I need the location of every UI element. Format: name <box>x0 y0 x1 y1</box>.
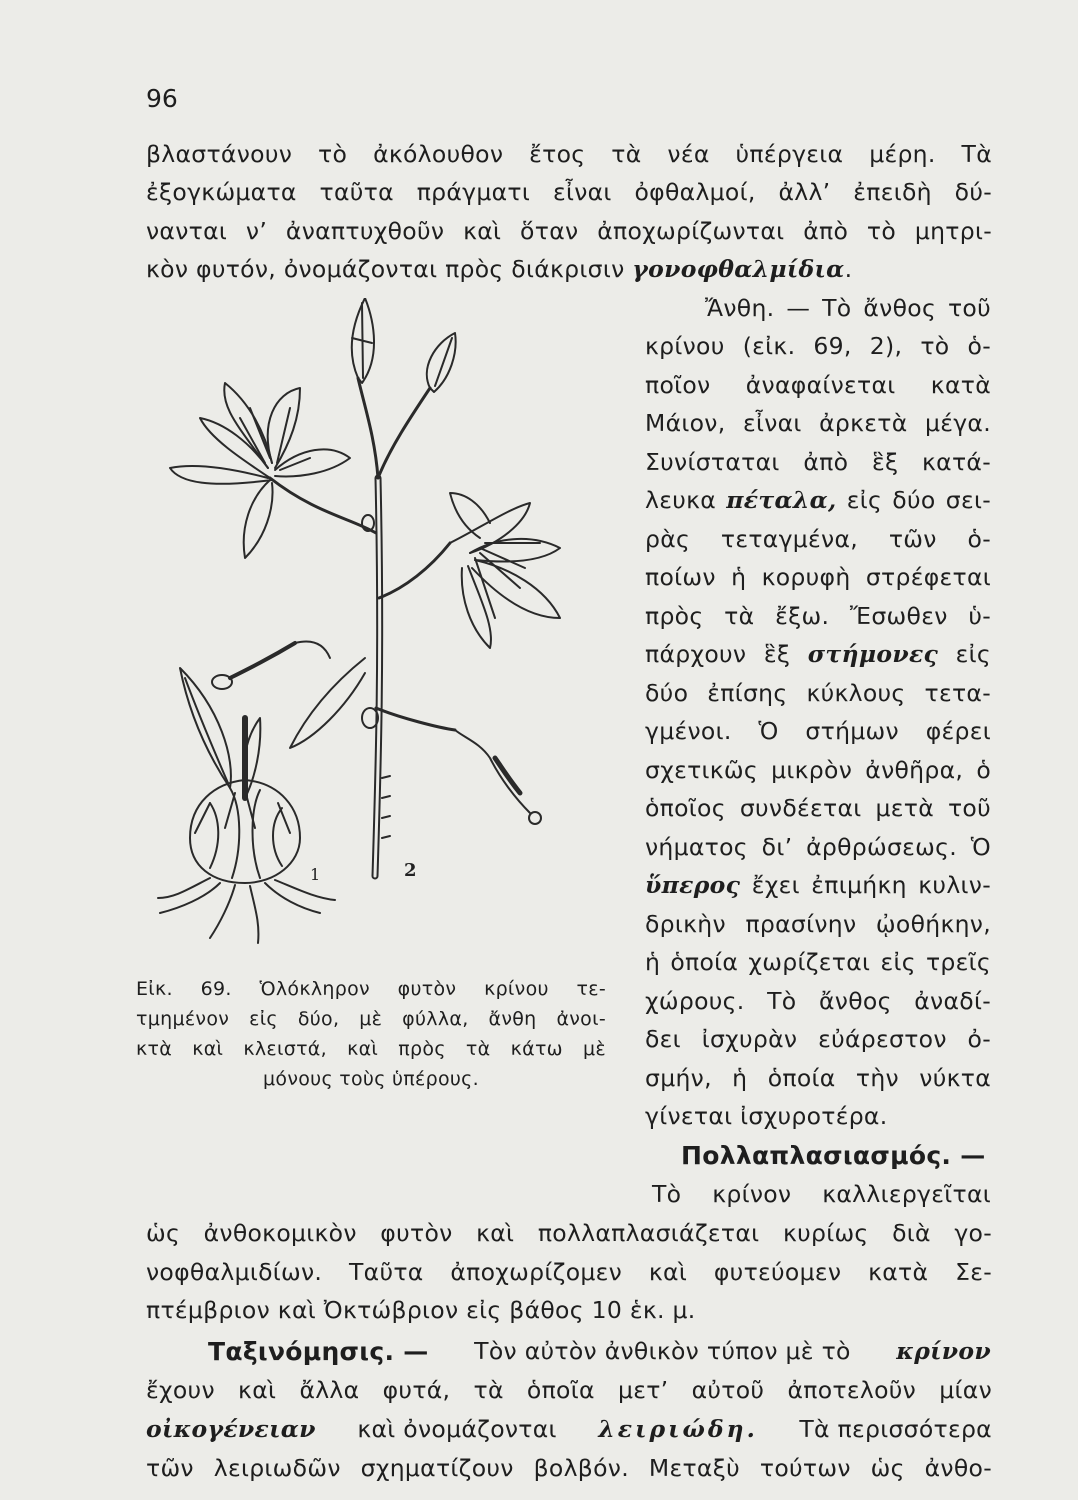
text-line: ρὰς τεταγμένα, τῶν ὁ- <box>645 525 991 553</box>
text-line: σχετικῶς μικρὸν ἀνθῆρα, ὁ <box>645 756 991 784</box>
figure-caption: Εἰκ. 69. Ὁλόκληρον φυτὸν κρίνου τε- <box>136 978 606 1000</box>
text-line: γμένοι. Ὁ στήμων φέρει <box>645 717 991 745</box>
text-line: Ἄνθη. — Τὸ ἄνθος τοῦ <box>705 294 991 322</box>
text-span: λευκα <box>645 486 717 514</box>
text-line: ἡ ὁποία χωρίζεται εἰς τρεῖς <box>645 948 991 976</box>
section-heading-propagation: Πολλαπλασιασμός. — <box>681 1141 986 1170</box>
text-line: ἔχουν καὶ ἄλλα φυτά, τὰ ὁποῖα μετ’ αὐτοῦ ἀποτελοῦν μίαν <box>146 1376 992 1404</box>
text-span: κὸν φυτόν, ὀνομάζονται πρὸς διάκρισιν <box>146 255 625 283</box>
text-span: καὶ ὀνομάζονται <box>357 1415 557 1443</box>
text-line: ὡς ἀνθοκομικὸν φυτὸν καὶ πολλαπλασιάζεται κυρίως διὰ γο- <box>146 1219 992 1247</box>
text-line: νοφθαλμιδίων. Ταῦτα ἀποχωρίζομεν καὶ φυτεύομεν κατὰ Σε- <box>146 1258 992 1286</box>
open-flower <box>450 493 560 648</box>
text-line <box>208 1337 991 1366</box>
text-line: δρικὴν πρασίνην ᾠοθήκην, <box>645 910 991 938</box>
text-span: . <box>844 255 853 283</box>
text-span: πάρχουν ἓξ <box>645 640 791 668</box>
page-number: 96 <box>146 84 178 113</box>
text-line <box>645 871 991 899</box>
term-krinon: κρίνον <box>896 1337 991 1365</box>
text-line: Συνίσταται ἀπὸ ἓξ κατά- <box>645 448 991 476</box>
text-line: πτέμβριον καὶ Ὀκτώβριον εἰς βάθος 10 ἑκ. μ. <box>146 1296 696 1324</box>
text-line: βλαστάνουν τὸ ἀκόλουθον ἔτος τὰ νέα ὑπέργεια μέρη. Τὰ <box>146 140 992 168</box>
branch-right <box>379 543 450 598</box>
text-line: Μάιον, εἶναι ἀρκετὰ μέγα. <box>645 409 991 437</box>
text-line: κρίνου (εἰκ. 69, 2), τὸ ὁ- <box>645 332 991 360</box>
figure-caption: τμημένον εἰς δύο, μὲ φύλλα, ἄνθη ἀνοι- <box>136 1008 606 1030</box>
bud-stem <box>378 388 430 478</box>
text-line: σμήν, ἡ ὁποία τὴν νύκτα <box>645 1064 991 1092</box>
text-line: νανται ν’ ἀναπτυχθοῦν καὶ ὅταν ἀποχωρίζωνται ἀπὸ τὸ μητρι- <box>146 217 992 245</box>
text-line <box>645 640 991 668</box>
text-line: δύο ἐπίσης κύκλους τετα- <box>645 679 991 707</box>
pistil <box>230 643 295 678</box>
text-span: εἰς <box>955 640 991 668</box>
figure-caption: μόνους τοὺς ὑπέρους. <box>263 1068 479 1090</box>
text-line: ποίων ἡ κορυφὴ στρέφεται <box>645 563 991 591</box>
figure-label-2: 2 <box>404 860 417 881</box>
term-yperos: ὕπερος <box>645 871 741 899</box>
term-oikogeneia: οἰκογένειαν <box>146 1415 316 1443</box>
term-gonofthalmidia: γονοφθαλμίδια <box>632 255 845 283</box>
text-line: ἐξογκώματα ταῦτα πράγματι εἶναι ὀφθαλμοί, ἀλλ’ ἐπειδὴ δύ- <box>146 178 992 206</box>
text-span: ἔχει ἐπιμήκη κυλιν- <box>751 871 991 899</box>
text-line: νήματος δι’ ἀρθρώσεως. Ὁ <box>645 833 991 861</box>
text-line: χώρους. Τὸ ἄνθος ἀναδί- <box>645 987 991 1015</box>
text-line: ὁποῖος συνδέεται μετὰ τοῦ <box>645 794 991 822</box>
text-span: Τὸν αὐτὸν ἀνθικὸν τύπον μὲ τὸ <box>474 1337 851 1365</box>
text-line: τῶν λειριωδῶν σχηματίζουν βολβόν. Μεταξὺ τούτων ὡς ἀνθο- <box>146 1454 992 1482</box>
figure-label-1: 1 <box>310 865 321 884</box>
leaf <box>290 658 365 748</box>
term-petala: πέταλα, <box>726 486 837 514</box>
text-line: δει ἰσχυρὰν εὐάρεστον ὀ- <box>645 1025 991 1053</box>
lily-illustration <box>150 298 630 968</box>
text-line <box>146 255 852 283</box>
branch-left <box>270 478 376 533</box>
text-span: εἰς δύο σει- <box>846 486 991 514</box>
branch-lower <box>376 708 455 730</box>
bulb <box>158 780 335 943</box>
section-heading-classification: Ταξινόμησις. — <box>208 1337 429 1366</box>
pistil <box>455 730 530 813</box>
open-flower <box>170 383 350 558</box>
text-span: Τὰ περισσότερα <box>799 1415 992 1443</box>
text-line: ποῖον ἀναφαίνεται κατὰ <box>645 371 991 399</box>
text-line: Τὸ κρίνον καλλιεργεῖται <box>652 1180 991 1208</box>
figure-caption: κτὰ καὶ κλειστά, καὶ πρὸς τὰ κάτω μὲ <box>136 1038 606 1060</box>
text-line: πρὸς τὰ ἔξω. Ἔσωθεν ὑ- <box>645 602 991 630</box>
text-line: γίνεται ἰσχυροτέρα. <box>645 1102 888 1130</box>
term-leiriodi: λειριώδη. <box>598 1415 758 1443</box>
term-stimones: στήμονες <box>807 640 939 668</box>
text-line <box>645 486 991 514</box>
text-line <box>146 1415 992 1443</box>
